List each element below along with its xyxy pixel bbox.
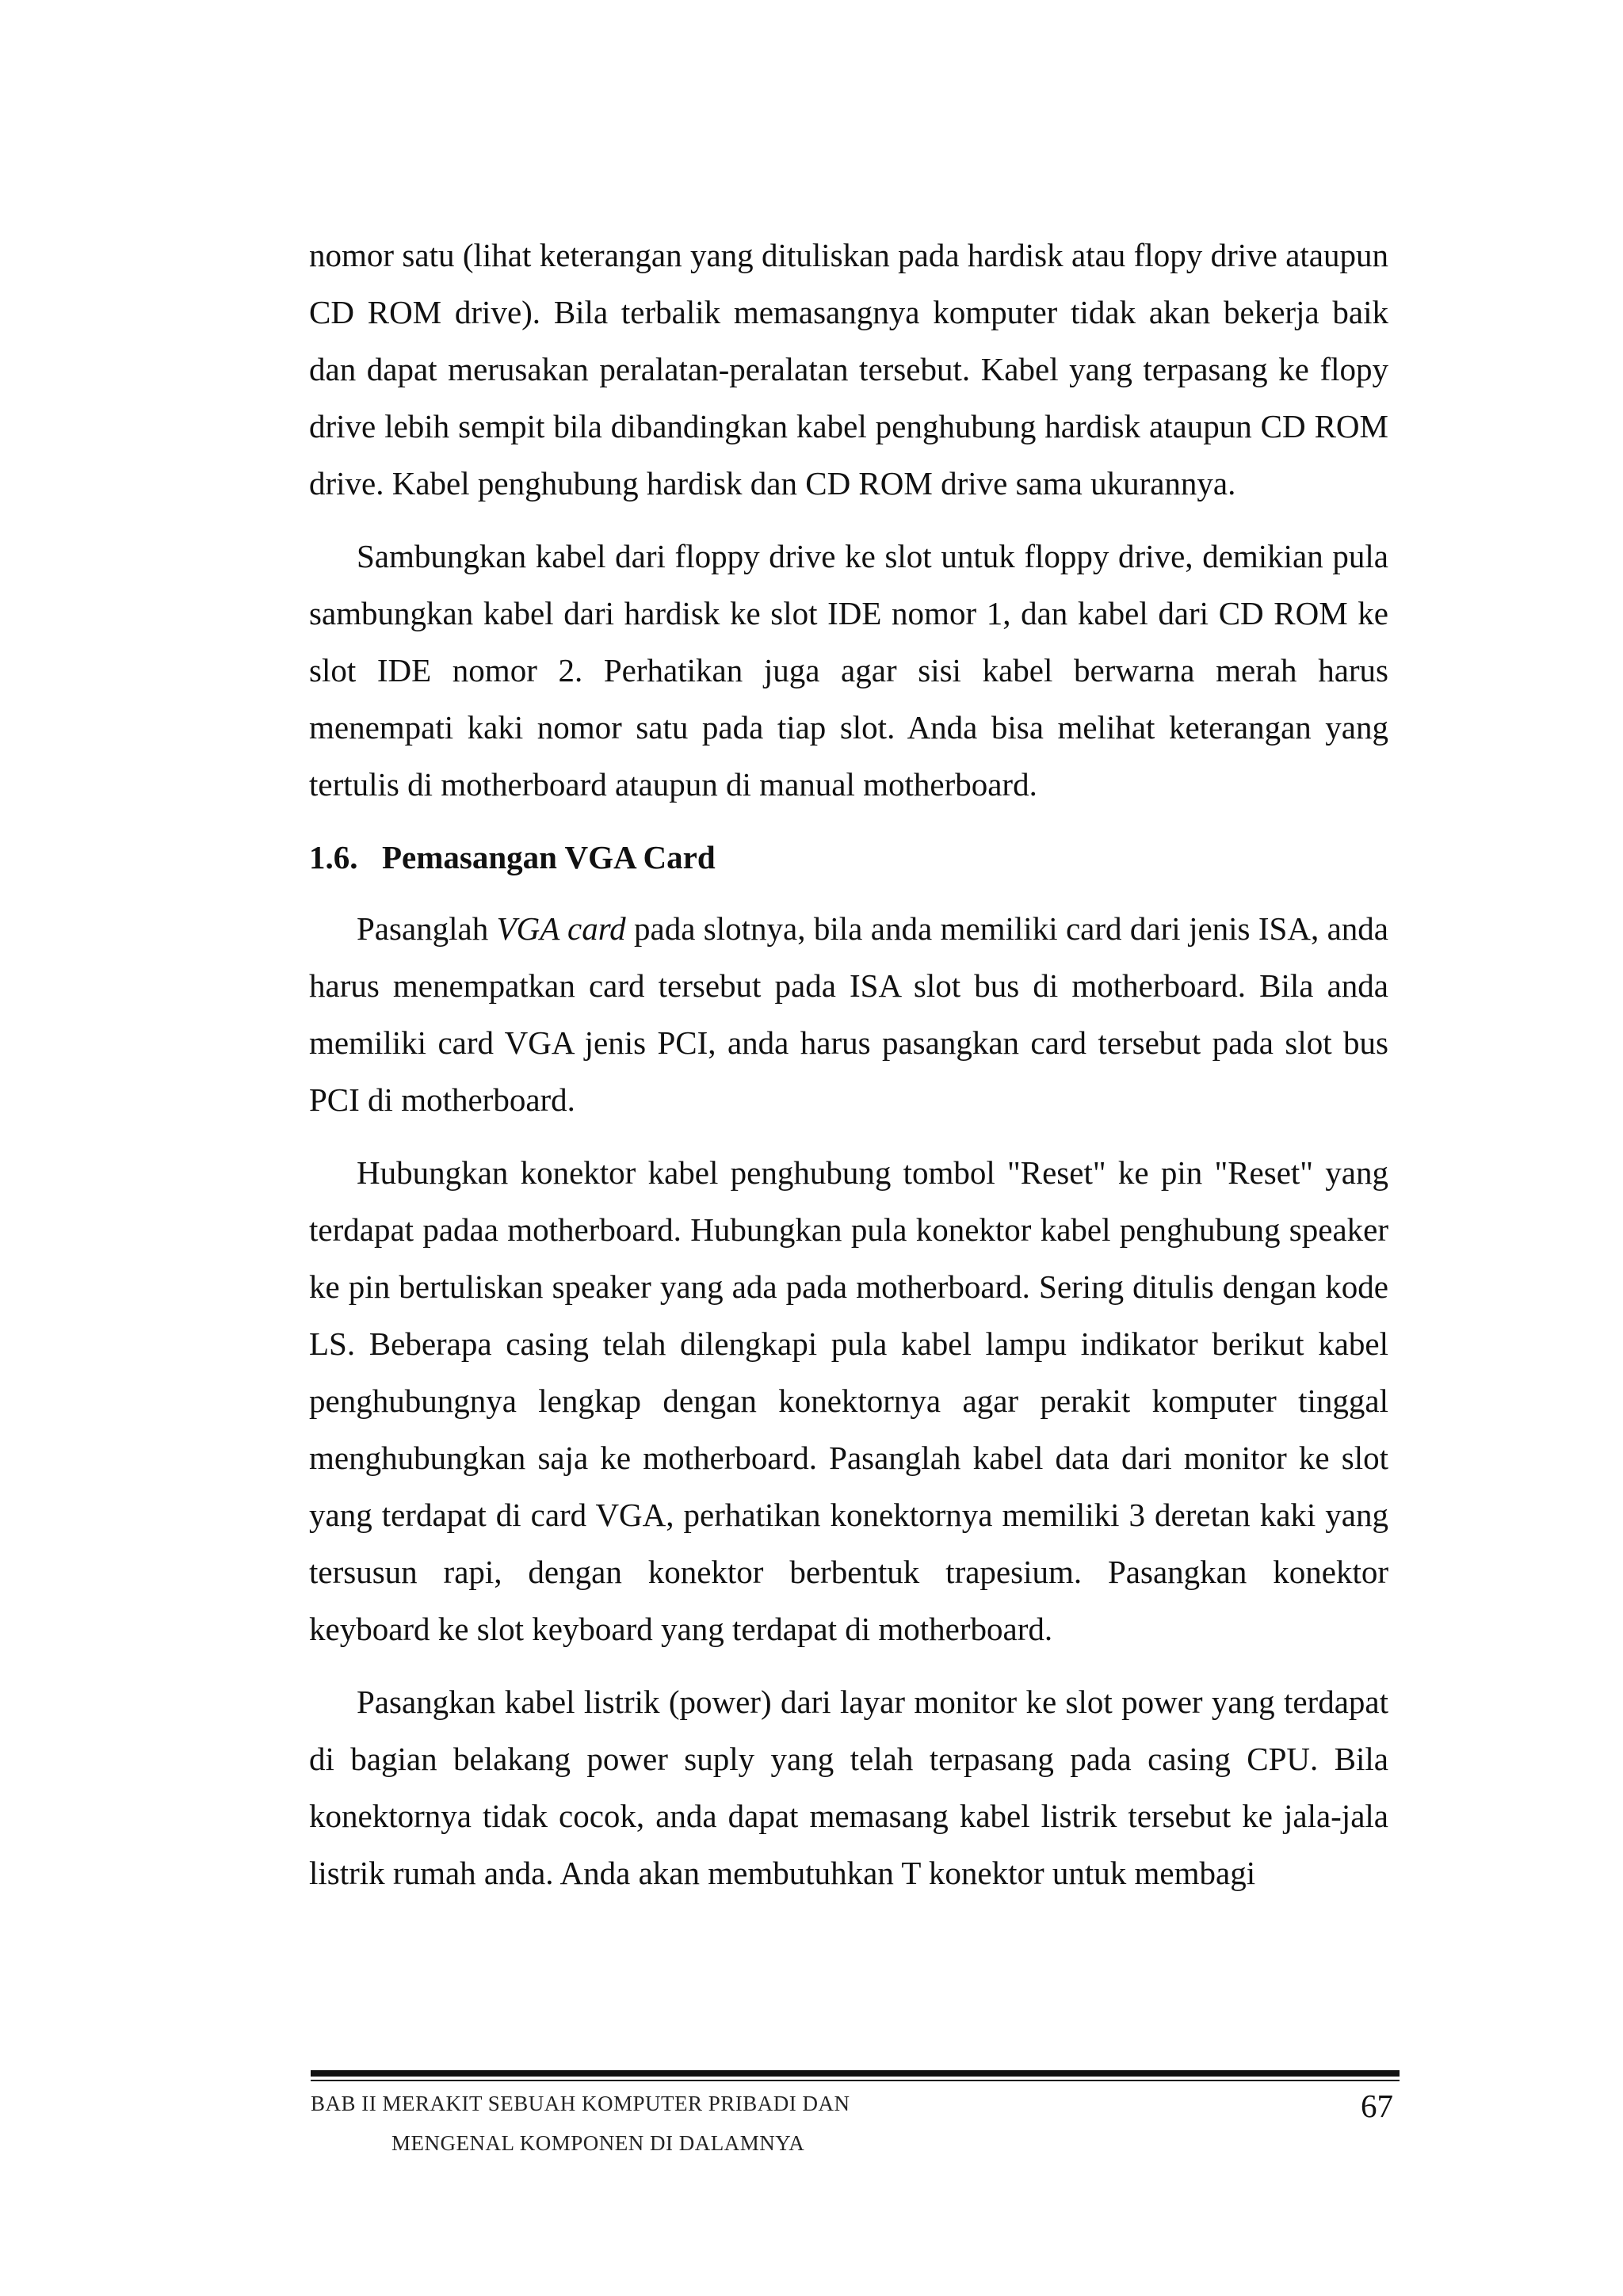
paragraph-2: Sambungkan kabel dari floppy drive ke slot untuk floppy drive, demikian pula sambungkan kabel dari hardisk ke slot IDE nomor 1, dan kabel dari CD ROM ke slot IDE nomor 2. Perhatikan juga agar sisi kabel berwarna merah harus menempati kaki nomor satu pada tiap slot. Anda bisa melihat keterangan yang tertulis di motherboard ataupun di manual motherboard. [309,538,1388,803]
footer-chapter-line-1: BAB II MERAKIT SEBUAH KOMPUTER PRIBADI DAN [311,2092,850,2115]
section-number: 1.6. [309,839,358,875]
paragraph-1: nomor satu (lihat keterangan yang dituliskan pada hardisk atau flopy drive ataupun CD ROM drive). Bila terbalik memasangnya komputer tidak akan bekerja baik dan dapat merusakan peralatan-peralatan tersebut. Kabel yang terpasang ke flopy drive lebih sempit bila dibandingkan kabel penghubung hardisk ataupun CD ROM drive. Kabel penghubung hardisk dan CD ROM drive sama ukurannya. [309,237,1388,502]
paragraph-3-italic-term: VGA card [496,910,626,947]
page-body [309,227,1388,1917]
section-title: Pemasangan VGA Card [382,839,716,875]
paragraph-3 [309,900,1388,1128]
paragraph-4: Hubungkan konektor kabel penghubung tombol "Reset" ke pin "Reset" yang terdapat padaa motherboard. Hubungkan pula konektor kabel penghubung speaker ke pin bertuliskan speaker yang ada pada motherboard. Sering ditulis dengan kode LS. Beberapa casing telah dilengkapi pula kabel lampu indikator berikut kabel penghubungnya lengkap dengan konektornya agar perakit komputer tinggal menghubungkan saja ke motherboard. Pasanglah kabel data dari monitor ke slot yang terdapat di card VGA, perhatikan konektornya memiliki 3 deretan kaki yang tersusun rapi, dengan konektor berbentuk trapesium. Pasangkan konektor keyboard ke slot keyboard yang terdapat di motherboard. [309,1154,1388,1647]
footer-rule-thick [311,2070,1400,2077]
section-heading [309,829,1388,886]
footer-divider [311,2070,1400,2081]
paragraph-3-rest: pada slotnya, bila anda memiliki card dari jenis ISA, anda harus menempatkan card tersebut pada ISA slot bus di motherboard. Bila anda memiliki card VGA jenis PCI, anda harus pasangkan card tersebut pada slot bus PCI di motherboard. [309,910,1388,1118]
paragraph-3-start: Pasanglah [357,910,497,947]
page-number: 67 [1361,2088,1393,2124]
footer-rule-thin [311,2080,1400,2081]
paragraph-5: Pasangkan kabel listrik (power) dari layar monitor ke slot power yang terdapat di bagian belakang power suply yang telah terpasang pada casing CPU. Bila konektornya tidak cocok, anda dapat memasang kabel listrik tersebut ke jala-jala listrik rumah anda. Anda akan membutuhkan T konektor untuk membagi [309,1684,1388,1891]
footer-chapter-line-2: MENGENAL KOMPONEN DI DALAMNYA [391,2131,805,2155]
